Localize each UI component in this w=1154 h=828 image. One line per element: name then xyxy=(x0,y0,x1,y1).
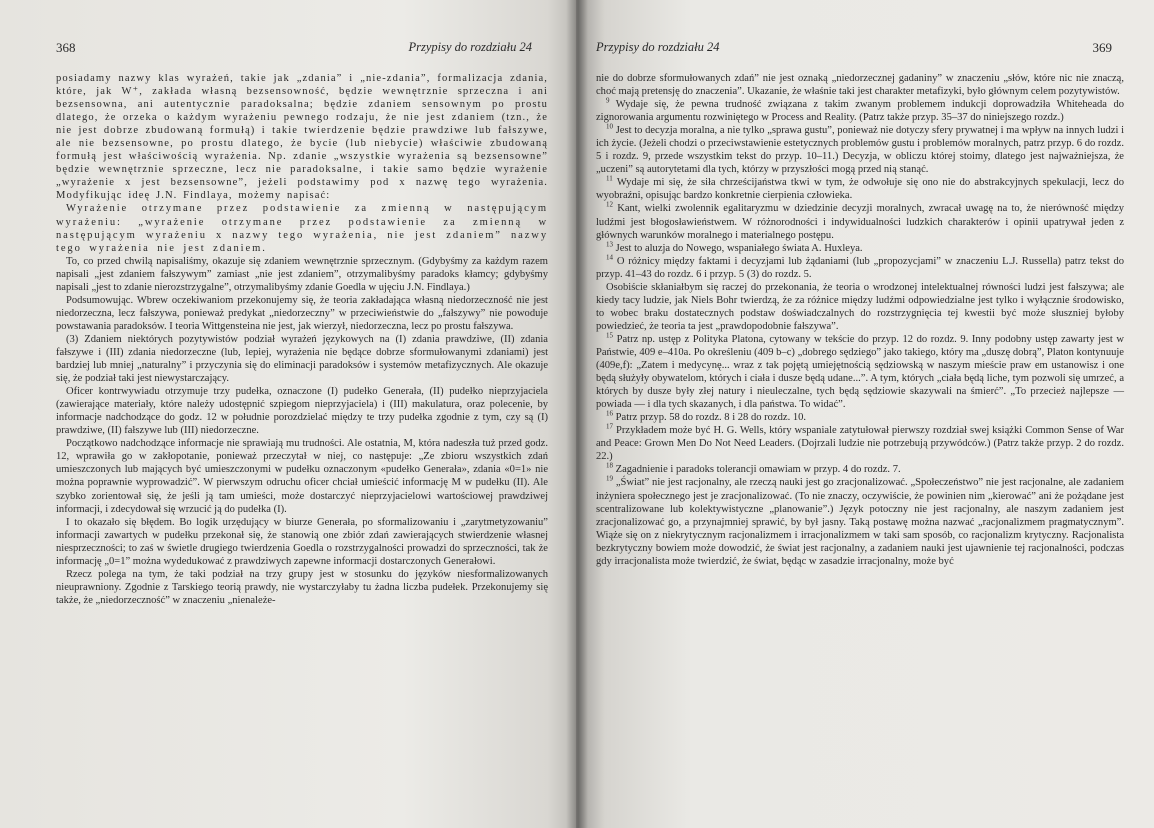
footnote-number: 19 xyxy=(606,474,613,483)
paragraph: Podsumowując. Wbrew oczekiwaniom przekonujemy się, że teoria zakładająca własną niedorzeczność nie jest niedorzeczna, lecz fałszywa, ponieważ predykat „niedorzeczny” w przeciwieństwie do „fałszywy” nie powoduje powstawania paradoksów. I teoria Wittgensteina nie jest, jak wierzył, niedorzeczna, lecz po prostu fałszywa. xyxy=(56,294,548,332)
footnote-text: nie do dobrze sformułowanych zdań” nie jest oznaką „niedorzecznej gadaniny” w znaczeniu „słów, które nic nie znaczą, choć mają pretensję do znaczenia”. Ukazanie, że właśnie taki jest charakter metafizyki, było głównym celem pozytywistów. xyxy=(596,73,1124,98)
paragraph: posiadamy nazwy klas wyrażeń, takie jak „zdania” i „nie-zdania”, formalizacja zdania, które, jak W⁺, zakłada własną bezsensowność, będzie wewnętrznie sprzeczna i ani bezsensowna, ani autentycznie paradoksalna; będzie zdaniem sensownym po prostu dlatego, że orzeka o każdym wyrażeniu pewnego rodzaju, że nie jest zdaniem (tzn., że nie jest dobrze zbudowaną formułą) i takie twierdzenie będzie prawdziwe lub fałszywe, ale nie bezsensowne, po prostu dlatego, że bycie (lub niebycie) właściwie zbudowaną formułą jest właściwością wyrażenia. Np. zdanie „wszystkie wyrażenia są bezsensowne” będzie wewnętrznie sprzeczne, lecz nie paradoksalne, i takie samo będzie wyrażenie „wyrażenie x jest bezsensowne”, jeżeli podstawimy pod x nazwę tego wyrażenia. Modyfikując ideę J.N. Findlaya, możemy napisać: xyxy=(56,73,548,202)
footnote-number: 12 xyxy=(606,200,613,209)
footnote-text: „Świat” nie jest racjonalny, ale rzeczą nauki jest go zracjonalizować. „Społeczeństwo” nie jest racjonalne, ale zadaniem inżyniera społecznego jest je zracjonalizować. (To nie znaczy, oczywiście, że powinien nim „kierować” ani że pożądane jest scentralizowane lub kolektywistyczne „planowanie”.) Język potoczny nie jest racjonalny, ale naszym zadaniem jest zracjonalizować go, a przynajmniej sprawić, by był jasny. Taką postawę można nazwać „racjonalizmem pragmatycznym”. Wiąże się on z niekrytycznym racjonalizmem i irracjonalizmem w taki sam sposób, co racjonalizm krytyczny. Racjonalista bezkrytyczny bowiem może dowodzić, że świat jest racjonalny, a zadaniem nauki jest ujawnienie tej racjonalności, podczas gdy irracjonalista może twierdzić, że świat, będąc w zasadzie irracjonalny, może być xyxy=(596,477,1124,567)
footnote-text: Zagadnienie i paradoks tolerancji omawiam w przyp. 4 do rozdz. 7. xyxy=(615,464,901,476)
footnote xyxy=(596,242,1124,255)
footnote-text: Wydaje mi się, że siła chrześcijaństwa tkwi w tym, że odwołuje się ono nie do abstrakcyjnych spekulacji, lecz do wyobraźni, opisując bardzo konkretnie cierpienia człowieka. xyxy=(596,177,1124,202)
paragraph: Wyrażenie otrzymane przez podstawienie za zmienną w następującym wyrażeniu: „wyrażenie otrzymane przez podstawienie za zmienną w następującym wyrażeniu x nazwy tego wyrażenia, nie jest zdaniem” nazwy tego wyrażenia nie jest zdaniem. xyxy=(56,203,548,254)
footnote xyxy=(596,255,1124,281)
left-running-title: Przypisy do rozdziału 24 xyxy=(408,40,532,54)
left-page-number: 368 xyxy=(56,40,76,55)
footnote xyxy=(596,281,1124,333)
footnote-text: Osobiście skłaniałbym się raczej do przekonania, że teoria o wrodzonej intelektualnej równości ludzi jest fałszywa; ale kiedy tacy ludzie, jak Niels Bohr twierdzą, że za różnice między ludźmi odpowiedzialne jest tylko i wyłącznie środowisko, to wobec braku dostatecznych podstaw doświadczalnych do rozstrzygnięcia tej kwestii być może słuszniej byłoby powiedzieć, że teoria ta jest „prawdopodobnie fałszywa”. xyxy=(596,281,1124,332)
footnote-number: 16 xyxy=(606,409,613,418)
right-page xyxy=(576,0,1154,828)
footnote-number: 10 xyxy=(606,122,613,131)
right-running-title: Przypisy do rozdziału 24 xyxy=(596,40,720,54)
paragraph: Początkowo nadchodzące informacje nie sprawiają mu trudności. Ale ostatnia, M, która nadeszła tuż przed godz. 12, wprawiła go w zakłopotanie, ponieważ przeczytał w niej, co następuje: „Ze zbioru wszystkich zdań umieszczonych lub mających być umieszczonymi w pudełku oznaczonym «pudełko Generała», zdania «0=1» nie można poprawnie wyprowadzić”. W pierwszym odruchu oficer chciał umieścić informację M w pudełku (II). Ale szybko zorientował się, że jeśli ją tam umieści, może dostarczyć nieprzyjacielowi wartościowej prawdziwej informacji, i zdecydował się wrzucić ją do pudełka (I). xyxy=(56,438,548,515)
footnote-number: 17 xyxy=(606,422,613,431)
footnote xyxy=(596,72,1124,98)
left-page-header xyxy=(56,40,548,60)
footnote-text: O różnicy między faktami i decyzjami lub żądaniami (lub „propozycjami” w znaczeniu L.J. Russella) patrz tekst do przyp. 41–43 do rozdz. 6 i przyp. 5 (3) do rozdz. 5. xyxy=(596,255,1124,280)
footnote xyxy=(596,98,1124,124)
footnote-text: Jest to decyzja moralna, a nie tylko „sprawa gustu”, ponieważ nie dotyczy sfery prywatnej i ma wpływ na innych ludzi i ich życie. (Jeżeli chodzi o przeciwstawienie estetycznych problemów gustu i problemów moralnych, patrz przyp. 6 do rozdz. 5 i rozdz. 9, przede wszystkim tekst do przyp. 10–11.) Decyzja, w obliczu której stoimy, dlatego jest najważniejsza, że „uczeni” są autorytetami dla tych, którzy w przyszłości mogą przed nią stanąć. xyxy=(596,125,1125,176)
paragraph: Rzecz polega na tym, że taki podział na trzy grupy jest w stosunku do języków niesformalizowanych nieuprawniony. Zgodnie z Tarskiego teorią prawdy, nie wystarczyłaby tu żadna liczba pudełek. Przekonujemy się także, że „niedorzeczność” w znaczeniu „nienależe- xyxy=(56,568,548,606)
footnote xyxy=(596,411,1124,424)
footnote-text: Patrz np. ustęp z Polityka Platona, cytowany w tekście do przyp. 12 do rozdz. 9. Inny podobny ustęp zawarty jest w Państwie, 409 e–410a. Po określeniu (409 b–c) „dobrego sędziego” jako takiego, który ma „duszę dobrą”, Platon kontynuuje (409e,f): „Zatem i medycynę... wraz z tak pojętą umiejętnością sędziowską w naszym mieście praw em ustanowisz i one będą służyły obywatelom, których i ciała i dusze będą udane...”. A tym, których „ciała będą liche, tym pozwoli się umrzeć, a których by dusze były złej natury i nieuleczalne, tych będą sędziowie skazywali na śmierć”. „To przecież najlepsze — powiada — i dla tych skazanych, i dla państwa. To widać”. xyxy=(596,333,1124,411)
footnote-number: 13 xyxy=(606,240,613,249)
footnote-text: Patrz przyp. 58 do rozdz. 8 i 28 do rozdz. 10. xyxy=(615,412,807,424)
footnote xyxy=(596,424,1124,463)
footnote xyxy=(596,476,1124,567)
footnote-number: 15 xyxy=(606,331,613,340)
footnote xyxy=(596,124,1124,176)
paragraph: I to okazało się błędem. Bo logik urzędujący w biurze Generała, po sformalizowaniu i „zarytmetyzowaniu” informacji zawartych w pudełku przekonał się, że stanowią one zbiór zdań zawierających stwierdzenie własnej niesprzeczności; to zaś w świetle drugiego twierdzenia Goedla o rozstrzygalności prowadzi do sprzeczności, tak że informację „0=1” można wydedukować z prawdziwych zapewne informacji dostarczonych Generałowi. xyxy=(56,516,548,567)
right-page-body xyxy=(596,72,1124,568)
book-gutter xyxy=(566,0,588,828)
footnote-number: 9 xyxy=(606,96,610,105)
footnote xyxy=(596,202,1124,241)
footnote xyxy=(596,333,1124,411)
paragraph: To, co przed chwilą napisaliśmy, okazuje się zdaniem wewnętrznie sprzecznym. (Gdybyśmy za każdym razem napisali „jest zdaniem fałszywym” zamiast „nie jest zdaniem”, otrzymalibyśmy paradoks kłamcy; gdybyśmy napisali „jest to zdanie nierozstrzygalne”, otrzymalibyśmy zdanie Goedla w ujęciu J.N. Findlaya.) xyxy=(56,255,548,293)
footnote-text: Kant, wielki zwolennik egalitaryzmu w dziedzinie decyzji moralnych, zwracał uwagę na to, że nierówność między ludźmi jest błogosławieństwem. W różnorodności i indywidualności ludzkich charakterów i opinii upatrywał jeden z głównych warunków moralnego i materialnego postępu. xyxy=(596,203,1124,241)
footnote-text: Jest to aluzja do Nowego, wspaniałego świata A. Huxleya. xyxy=(615,242,863,254)
right-page-header xyxy=(596,40,1124,60)
left-page xyxy=(0,0,576,828)
footnote-number: 11 xyxy=(606,174,613,183)
paragraph: (3) Zdaniem niektórych pozytywistów podział wyrażeń językowych na (I) zdania prawdziwe, (II) zdania fałszywe i (III) zdania niedorzeczne (lub, lepiej, wyrażenia nie będące dobrze sformułowanymi zdaniami) jest bardziej lub mniej „naturalny” i przyczynia się do eliminacji paradoksów i systemów metafizycznych. Ale okazuje się, że podział taki jest niewystarczający. xyxy=(56,333,548,385)
footnote xyxy=(596,463,1124,476)
footnote-number: 18 xyxy=(606,461,613,470)
left-page-body xyxy=(56,72,548,607)
footnote-text: Przykładem może być H. G. Wells, który wspaniale zatytułował pierwszy rozdział swej książki Common Sense of War and Peace: Grown Men Do Not Need Leaders. (Dojrzali ludzie nie potrzebują przywódców.) (Patrz także przyp. 2 do rozdz. 22.) xyxy=(596,425,1124,463)
right-page-number: 369 xyxy=(1092,40,1112,55)
footnote xyxy=(596,176,1124,202)
footnote-number: 14 xyxy=(606,253,613,262)
paragraph: Oficer kontrwywiadu otrzymuje trzy pudełka, oznaczone (I) pudełko Generała, (II) pudełko nieprzyjaciela (zawierające materiały, które należy udostępnić szpiegom nieprzyjaciela) i (III) makulatura, oraz polecenie, by informacje nadchodzące do godz. 12 w południe porozdzielać między te trzy pudełka zgodnie z tym, czy są (I) prawdziwe, (II) fałszywe lub (III) niedorzeczne. xyxy=(56,386,548,437)
footnote-text: Wydaje się, że pewna trudność związana z takim zwanym problemem indukcji doprowadziła Whiteheada do zignorowania argumentu rozwiniętego w Process and Reality. (Patrz także przyp. 35–37 do niniejszego rozdz.) xyxy=(596,99,1124,124)
